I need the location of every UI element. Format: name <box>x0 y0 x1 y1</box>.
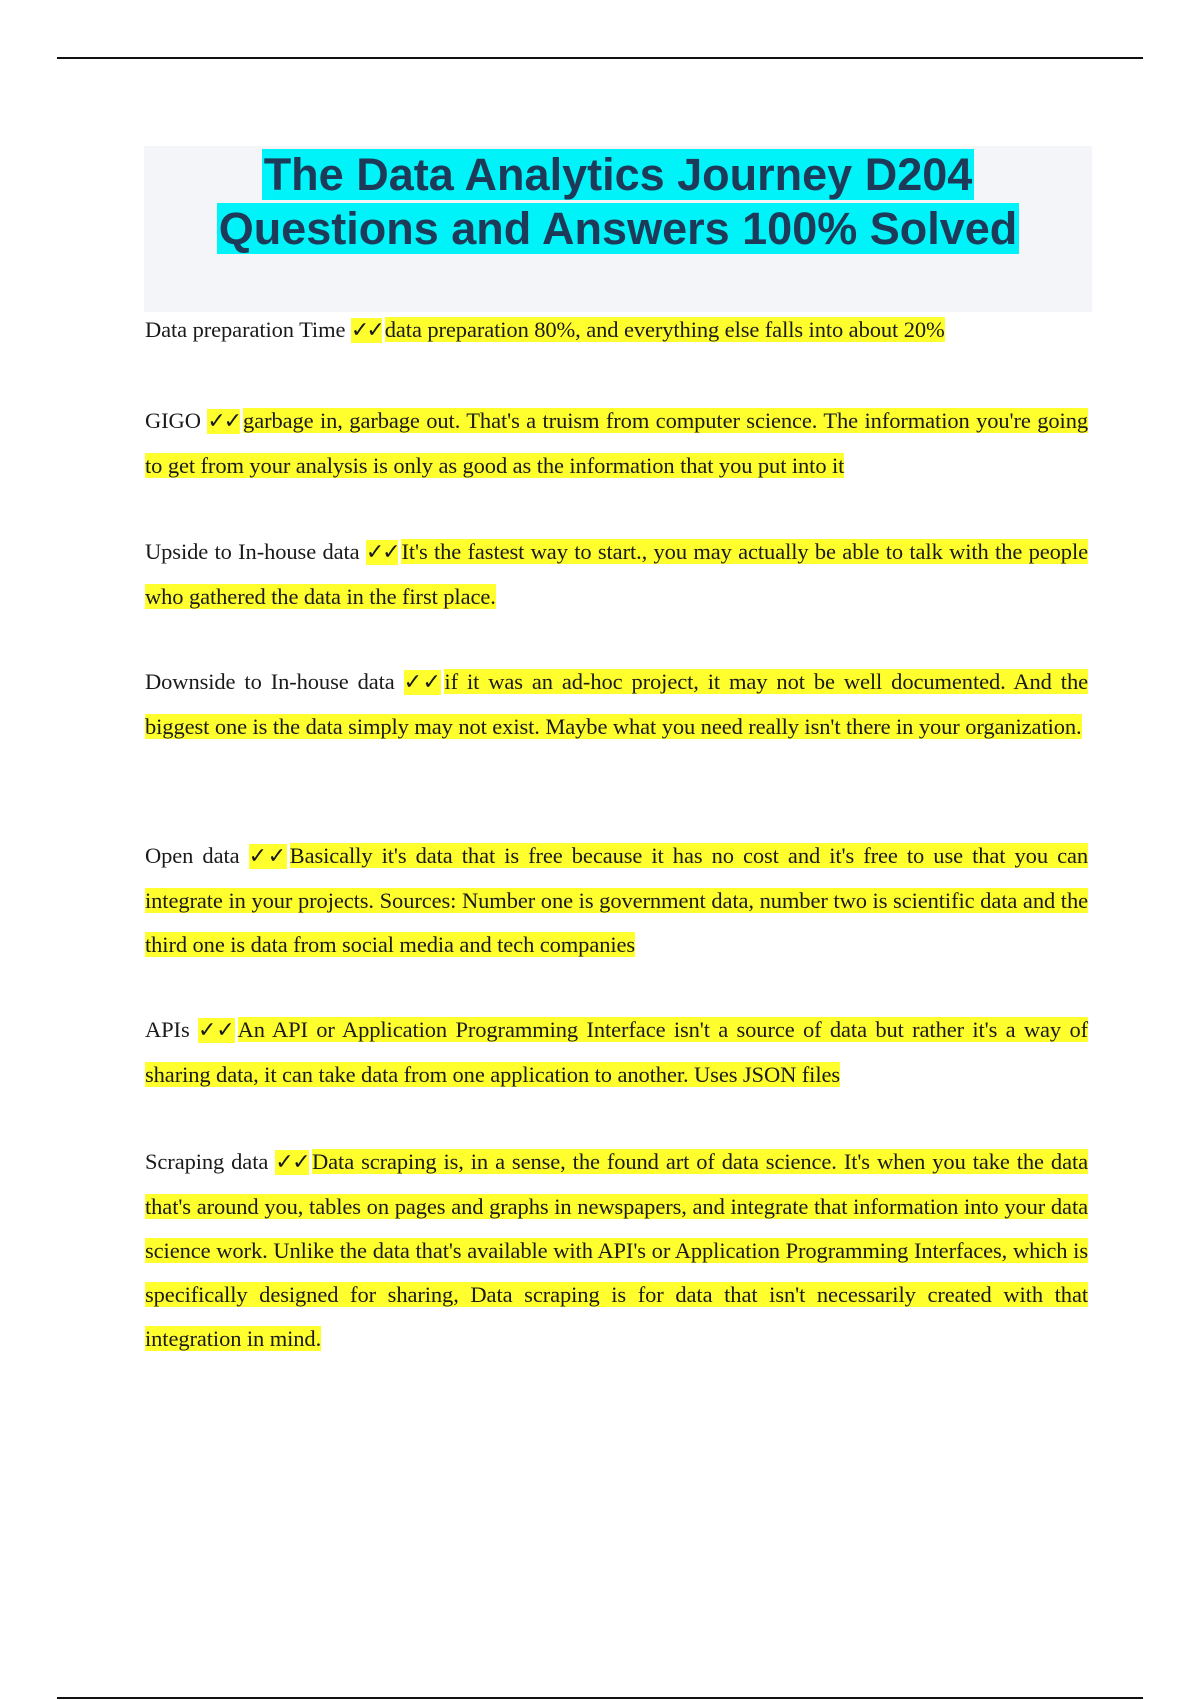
qa-answer: An API or Application Programming Interface isn't a source of data but rather it's a way of sharing data, it can take data from one application to another. Uses JSON files <box>145 1017 1088 1087</box>
title-highlight-2: Questions and Answers 100% Solved <box>218 203 1018 254</box>
qa-term: Open data <box>145 843 240 868</box>
qa-answer: Data scraping is, in a sense, the found art of data science. It's when you take the data that's around you, tables on pages and graphs in newspapers, and integrate that information into your data science work. Unlike the data that's available with API's or Application Programming Interfaces, which is specifically designed for sharing, Data scraping is for data that isn't necessarily created with that integration in mind. <box>145 1149 1088 1351</box>
page-title-line-2 <box>144 202 1092 256</box>
qa-term: Upside to In-house data <box>145 539 360 564</box>
bottom-rule <box>57 1697 1143 1699</box>
qa-answer: data preparation 80%, and everything else falls into about 20% <box>384 317 945 342</box>
title-highlight-1: The Data Analytics Journey D204 <box>263 149 973 200</box>
double-check-icon: ✓✓ <box>275 1150 310 1175</box>
double-check-icon: ✓✓ <box>198 1018 235 1043</box>
double-check-icon: ✓✓ <box>403 670 442 695</box>
qa-answer: Basically it's data that is free because it has no cost and it's free to use that you can integrate in your projects. Sources: Number one is government data, number two is scientific data and the third one is data from social media and tech companies <box>145 843 1088 957</box>
qa-term: GIGO <box>145 408 201 433</box>
qa-item-apis <box>145 1008 1088 1097</box>
qa-answer: garbage in, garbage out. That's a truism from computer science. The information you're going to get from your analysis is only as good as the information that you put into it <box>145 408 1088 478</box>
double-check-icon: ✓✓ <box>207 409 241 434</box>
qa-term: Scraping data <box>145 1149 269 1174</box>
qa-item-data-preparation-time <box>145 308 1088 353</box>
page-title-line-1 <box>144 148 1092 202</box>
qa-item-gigo <box>145 399 1088 488</box>
double-check-icon: ✓✓ <box>248 844 287 869</box>
top-rule <box>57 57 1143 59</box>
double-check-icon: ✓✓ <box>365 540 399 565</box>
double-check-icon: ✓✓ <box>350 318 382 343</box>
qa-term: Downside to In-house data <box>145 669 395 694</box>
qa-item-scraping-data <box>145 1140 1088 1361</box>
qa-item-open-data <box>145 834 1088 967</box>
qa-term: Data preparation Time <box>145 317 346 342</box>
qa-item-upside-in-house-data <box>145 530 1088 619</box>
title-block <box>144 146 1092 312</box>
qa-item-downside-in-house-data <box>145 660 1088 749</box>
qa-answer: if it was an ad-hoc project, it may not be well documented. And the biggest one is the data simply may not exist. Maybe what you need really isn't there in your organization. <box>145 669 1088 739</box>
qa-answer: It's the fastest way to start., you may actually be able to talk with the people who gathered the data in the first place. <box>145 539 1088 609</box>
qa-term: APIs <box>145 1017 190 1042</box>
